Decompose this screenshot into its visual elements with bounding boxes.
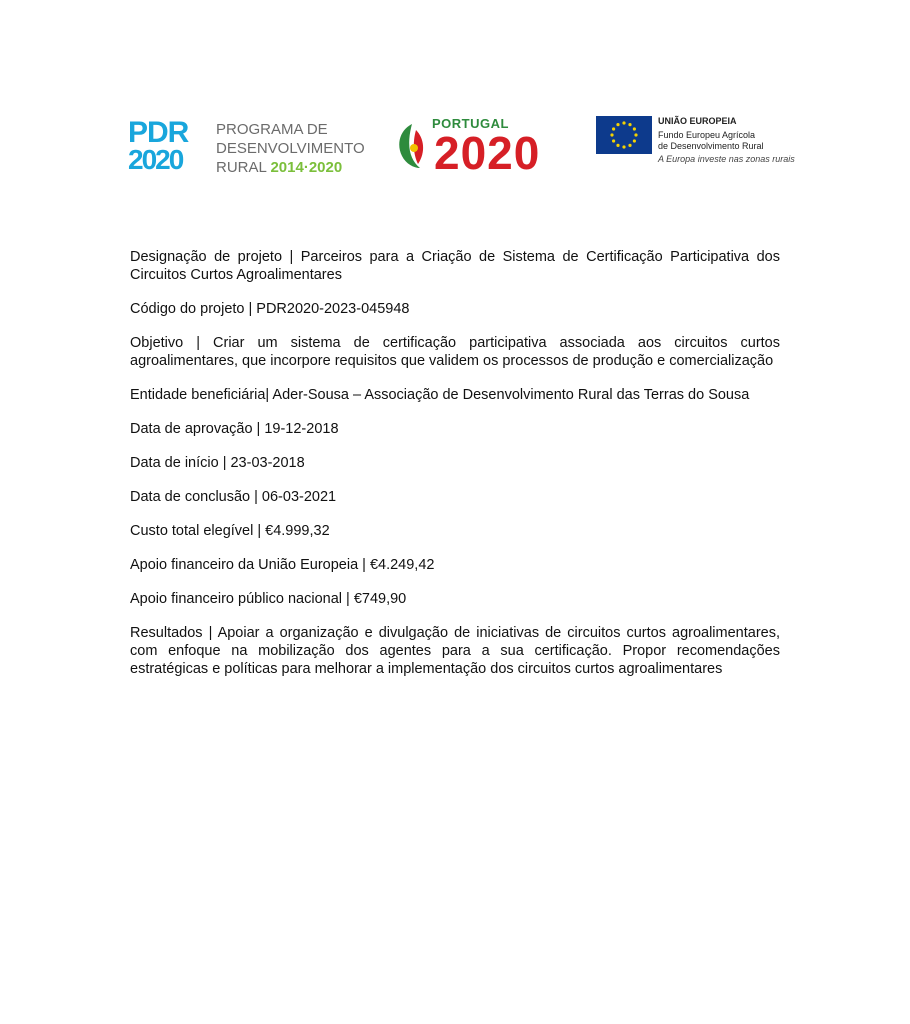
project-code: Código do projeto | PDR2020-2023-045948 — [130, 301, 410, 317]
eu-line3: de Desenvolvimento Rural — [658, 141, 764, 151]
portugal-year: 2020 — [434, 127, 541, 179]
portugal2020-logo — [394, 116, 574, 180]
end-date: Data de conclusão | 06-03-2021 — [130, 489, 337, 505]
project-designation: Designação de projeto | Parceiros para a Criação de Sistema de Certificação Participativa dos Circuitos Curtos Agroalimentares — [130, 249, 780, 283]
eu-line2: Fundo Europeu Agrícola — [658, 130, 756, 140]
approval-date: Data de aprovação | 19-12-2018 — [130, 421, 339, 437]
logo-header — [0, 112, 910, 182]
pdr-line1: PROGRAMA DE — [216, 121, 328, 138]
project-results: Resultados | Apoiar a organização e divulgação de iniciativas de circuitos curtos agroalimentares, com enfoque na mobilização dos agentes para a sua certificação. Propor recomendações estratégicas e políticas para melhorar a implementação dos circuitos curtos agroalimentares — [130, 625, 780, 677]
project-objective: Objetivo | Criar um sistema de certificação participativa associada aos circuitos curtos agroalimentares, que incorpore requisitos que validem os processos de produção e comercialização — [130, 335, 780, 369]
pdr-mark-top: PDR — [128, 116, 189, 149]
eu-text — [658, 116, 795, 165]
project-beneficiary: Entidade beneficiária| Ader-Sousa – Associação de Desenvolvimento Rural das Terras do Sousa — [130, 387, 750, 403]
pdr-logo — [128, 118, 378, 178]
pdr-mark-bottom: 2020 — [128, 144, 183, 175]
eu-title: UNIÃO EUROPEIA — [658, 116, 737, 126]
eu-flag-icon — [596, 116, 652, 154]
pdr-line3-years: 2014·2020 — [270, 159, 343, 176]
national-financial-support: Apoio financeiro público nacional | €749,90 — [130, 591, 407, 607]
portugal-emblem-icon — [394, 120, 430, 172]
portugal-word: PORTUGAL — [432, 116, 509, 131]
eu-tagline: A Europa investe nas zonas rurais — [658, 154, 795, 164]
pdr-line3-prefix: RURAL — [216, 159, 271, 176]
eu-financial-support: Apoio financeiro da União Europeia | €4.249,42 — [130, 557, 435, 573]
pdr-line2: DESENVOLVIMENTO — [216, 140, 365, 157]
total-eligible-cost: Custo total elegível | €4.999,32 — [130, 523, 330, 539]
pdr-mark — [128, 118, 208, 178]
start-date: Data de início | 23-03-2018 — [130, 455, 305, 471]
eu-logo — [596, 116, 796, 180]
project-details — [130, 248, 780, 694]
pdr-text — [216, 120, 365, 177]
pdr-line3 — [216, 158, 365, 177]
